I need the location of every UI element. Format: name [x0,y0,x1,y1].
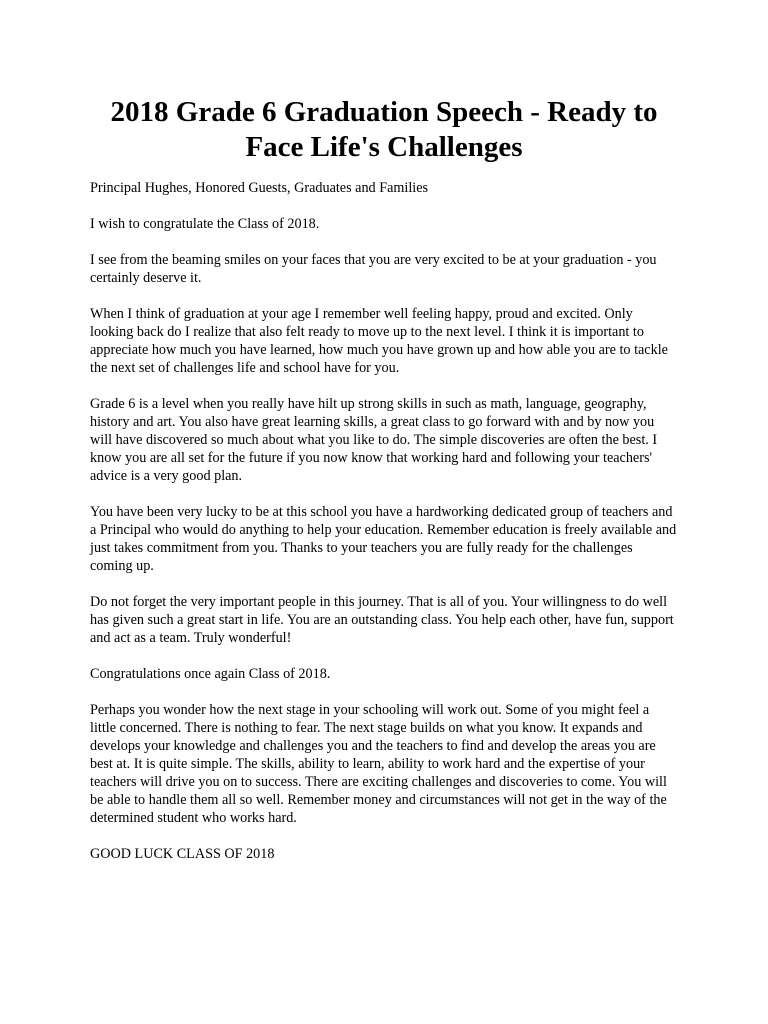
grade-six-skills-paragraph: Grade 6 is a level when you really have hilt up strong skills in such as math, language, geography, history and art. You also have great learning skills, a great class to go forward with and by now you will have discovered so much about what you like to do. The simple discoveries are often the best. I know you are all set for the future if you now know that working hard and following your teachers' advice is a very good plan. [90,396,658,484]
next-stage-paragraph: Perhaps you wonder how the next stage in your schooling will work out. Some of you might feel a little concerned. There is nothing to fear. The next stage builds on what you know. It expands and develops your knowledge and challenges you and the teachers to find and develop the areas you are best at. It is quite simple. The skills, ability to learn, ability to work hard and the expertise of your teachers will drive you on to success. There are exciting challenges and discoveries to come. You will be able to handle them all so well. Remember money and circumstances will not get in the way of the determined student who works hard. [90,702,667,826]
important-people-paragraph: Do not forget the very important people in this journey. That is all of you. Your willingness to do well has given such a great start in life. You are an outstanding class. You help each other, have fun, support and act as a team. Truly wonderful! [90,594,674,646]
salutation-paragraph: Principal Hughes, Honored Guests, Graduates and Families [90,180,429,196]
smiles-paragraph: I see from the beaming smiles on your faces that you are very excited to be at your graduation - you certainly deserve it. [90,252,657,286]
closing-paragraph: GOOD LUCK CLASS OF 2018 [90,846,275,862]
page-title: 2018 Grade 6 Graduation Speech - Ready to Face Life's Challenges [110,96,658,163]
graduation-memory-paragraph: When I think of graduation at your age I remember well feeling happy, proud and excited. Only looking back do I realize that also felt ready to move up to the next level. I think it is important to appreciate how much you have learned, how much you have grown up and how able you are to tackle the next set of challenges life and school have for you. [90,306,668,376]
school-teachers-paragraph: You have been very lucky to be at this school you have a hardworking dedicated group of teachers and a Principal who would do anything to help your education. Remember education is freely available and just takes commitment from you. Thanks to your teachers you are fully ready for the challenges coming up. [90,504,677,574]
congratulation-paragraph: I wish to congratulate the Class of 2018. [90,216,320,232]
congratulations-again-paragraph: Congratulations once again Class of 2018. [90,666,331,682]
